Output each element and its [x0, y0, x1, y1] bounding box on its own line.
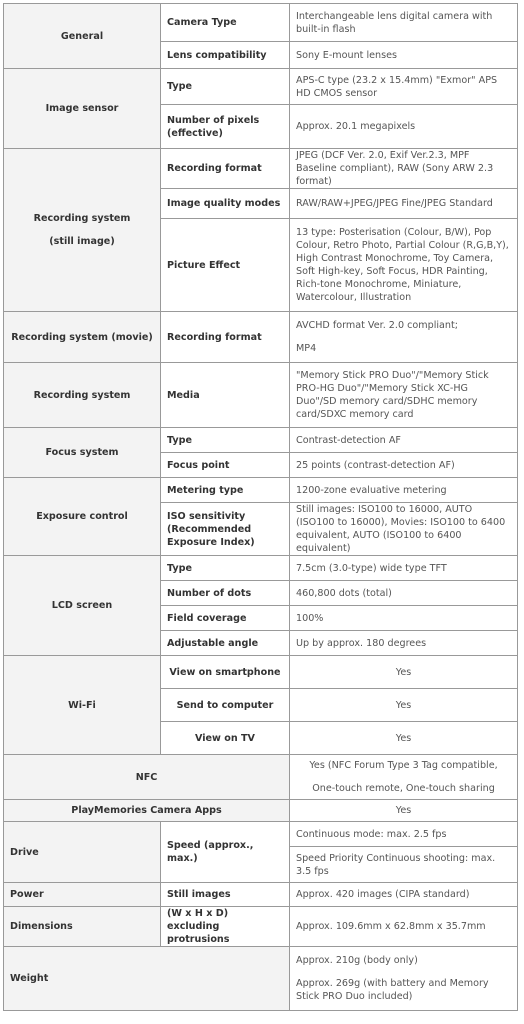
value-lcd-type: 7.5cm (3.0-type) wide type TFT	[290, 556, 518, 581]
category-exposure-control: Exposure control	[4, 478, 161, 556]
value-picture-effect: 13 type: Posterisation (Colour, B/W), Pop Colour, Retro Photo, Partial Colour (R,G,B,Y), High Contrast Monochrome, Toy Camera, Soft High-key, Soft Focus, HDR Painting, Rich-tone Monochrome, Miniature, Watercolour, Illustration	[290, 219, 518, 312]
label-wifi-tv: View on TV	[161, 722, 290, 755]
value-drive-priority: Speed Priority Continuous shooting: max. 3.5 fps	[290, 847, 518, 883]
label-drive-speed: Speed (approx., max.)	[161, 822, 290, 883]
value-still-format: JPEG (DCF Ver. 2.0, Exif Ver.2.3, MPF Baseline compliant), RAW (Sony ARW 2.3 format)	[290, 149, 518, 189]
row-sensor-type	[4, 69, 518, 105]
value-iso: Still images: ISO100 to 16000, AUTO (ISO100 to 16000), Movies: ISO100 to 6400 equivalent, AUTO (ISO100 to 6400 equivalent)	[290, 503, 518, 556]
row-power	[4, 883, 518, 907]
label-still-format: Recording format	[161, 149, 290, 189]
value-weight-line1: Approx. 210g (body only)	[296, 955, 418, 966]
value-metering: 1200-zone evaluative metering	[290, 478, 518, 503]
category-weight: Weight	[4, 947, 290, 1011]
value-nfc	[290, 755, 518, 800]
row-lcd-type	[4, 556, 518, 581]
value-movie-format-line2: MP4	[296, 343, 317, 354]
label-movie-format: Recording format	[161, 312, 290, 363]
label-sensor-type: Type	[161, 69, 290, 105]
row-movie-format	[4, 312, 518, 363]
label-wifi-smartphone: View on smartphone	[161, 656, 290, 689]
value-focus-type: Contrast-detection AF	[290, 428, 518, 453]
row-metering	[4, 478, 518, 503]
label-wifi-computer: Send to computer	[161, 689, 290, 722]
value-wifi-tv: Yes	[290, 722, 518, 755]
category-recording-movie: Recording system (movie)	[4, 312, 161, 363]
category-drive: Drive	[4, 822, 161, 883]
label-quality-modes: Image quality modes	[161, 189, 290, 219]
label-lcd-coverage: Field coverage	[161, 606, 290, 631]
row-focus-type	[4, 428, 518, 453]
row-nfc	[4, 755, 518, 800]
label-pixels: Number of pixels (effective)	[161, 105, 290, 149]
category-power: Power	[4, 883, 161, 907]
label-focus-point: Focus point	[161, 453, 290, 478]
value-movie-format	[290, 312, 518, 363]
value-power-still: Approx. 420 images (CIPA standard)	[290, 883, 518, 907]
value-weight-line2: Approx. 269g (with battery and Memory Stick PRO Duo included)	[296, 978, 489, 1002]
value-lcd-coverage: 100%	[290, 606, 518, 631]
value-quality-modes: RAW/RAW+JPEG/JPEG Fine/JPEG Standard	[290, 189, 518, 219]
category-lcd-screen: LCD screen	[4, 556, 161, 656]
label-focus-type: Type	[161, 428, 290, 453]
value-lens-compatibility: Sony E-mount lenses	[290, 42, 518, 69]
category-recording-still-line1: Recording system	[33, 213, 131, 224]
value-playmemories: Yes	[290, 800, 518, 822]
category-general: General	[4, 4, 161, 69]
category-playmemories: PlayMemories Camera Apps	[4, 800, 290, 822]
value-nfc-line2: One-touch remote, One-touch sharing	[312, 783, 495, 794]
value-pixels: Approx. 20.1 megapixels	[290, 105, 518, 149]
value-nfc-line1: Yes (NFC Forum Type 3 Tag compatible,	[309, 760, 498, 771]
spec-table	[3, 3, 518, 1011]
row-wifi-smartphone	[4, 656, 518, 689]
value-lcd-angle: Up by approx. 180 degrees	[290, 631, 518, 656]
category-focus-system: Focus system	[4, 428, 161, 478]
row-playmemories	[4, 800, 518, 822]
category-image-sensor: Image sensor	[4, 69, 161, 149]
label-power-still: Still images	[161, 883, 290, 907]
label-dimensions: (W x H x D) excluding protrusions	[161, 907, 290, 947]
value-lcd-dots: 460,800 dots (total)	[290, 581, 518, 606]
label-lcd-angle: Adjustable angle	[161, 631, 290, 656]
row-media	[4, 363, 518, 428]
value-dimensions: Approx. 109.6mm x 62.8mm x 35.7mm	[290, 907, 518, 947]
row-camera-type	[4, 4, 518, 42]
label-media: Media	[161, 363, 290, 428]
row-still-format	[4, 149, 518, 189]
value-weight	[290, 947, 518, 1011]
row-weight	[4, 947, 518, 1011]
value-drive-continuous: Continuous mode: max. 2.5 fps	[290, 822, 518, 847]
value-wifi-computer: Yes	[290, 689, 518, 722]
value-wifi-smartphone: Yes	[290, 656, 518, 689]
value-sensor-type: APS-C type (23.2 x 15.4mm) "Exmor" APS HD CMOS sensor	[290, 69, 518, 105]
category-nfc: NFC	[4, 755, 290, 800]
label-iso: ISO sensitivity (Recommended Exposure Index)	[161, 503, 290, 556]
label-lcd-type: Type	[161, 556, 290, 581]
label-camera-type: Camera Type	[161, 4, 290, 42]
value-media: "Memory Stick PRO Duo"/"Memory Stick PRO-HG Duo"/"Memory Stick XC-HG Duo"/SD memory card/SDHC memory card/SDXC memory card	[290, 363, 518, 428]
value-focus-point: 25 points (contrast-detection AF)	[290, 453, 518, 478]
category-recording-still-line2: (still image)	[49, 236, 115, 247]
value-movie-format-line1: AVCHD format Ver. 2.0 compliant;	[296, 320, 458, 331]
category-wifi: Wi-Fi	[4, 656, 161, 755]
category-recording-system: Recording system	[4, 363, 161, 428]
row-dimensions	[4, 907, 518, 947]
label-metering: Metering type	[161, 478, 290, 503]
label-lcd-dots: Number of dots	[161, 581, 290, 606]
value-camera-type: Interchangeable lens digital camera with built-in flash	[290, 4, 518, 42]
row-drive-continuous	[4, 822, 518, 847]
label-picture-effect: Picture Effect	[161, 219, 290, 312]
category-dimensions: Dimensions	[4, 907, 161, 947]
category-recording-still	[4, 149, 161, 312]
label-lens-compatibility: Lens compatibility	[161, 42, 290, 69]
